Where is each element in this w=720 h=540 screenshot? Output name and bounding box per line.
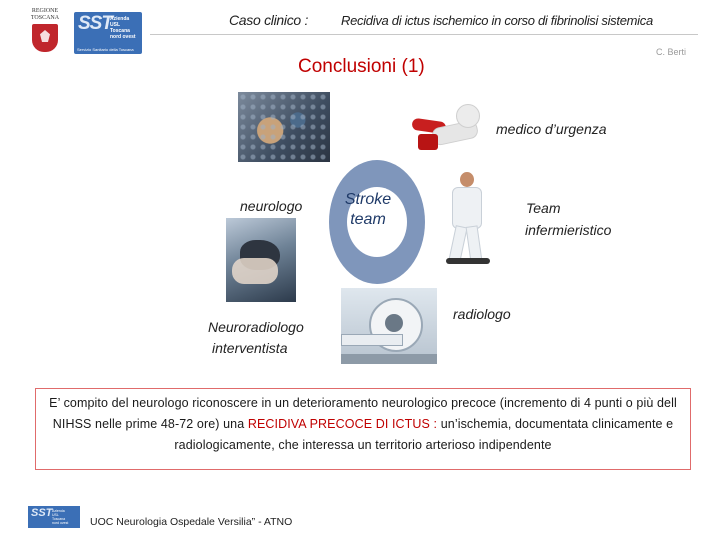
conclusion-highlight: RECIDIVA PRECOCE DI ICTUS :	[247, 417, 438, 431]
regione-toscana-logo	[28, 8, 62, 54]
nurse-skater-image	[434, 170, 502, 270]
footer-sst-logo: SST Azienda USL Toscana nord ovest	[28, 506, 80, 528]
sst-logo-text: SST	[78, 13, 112, 34]
role-neurologo: neurologo	[240, 198, 303, 214]
sst-logo-subtitle: Servizio Sanitario della Toscana	[77, 47, 134, 52]
conclusion-text-before: E’ compito del neurologo riconoscere in un deterioramento neurologico precoce (incremento di 4 punti o più dell NIHSS nelle prime 48-72 ore) una	[49, 396, 677, 431]
stroke-team-label-line1: Stroke	[344, 191, 392, 208]
conclusion-box	[35, 388, 691, 470]
sst-logo-lines: Azienda USL Toscana nord ovest	[110, 16, 136, 40]
regione-logo-text: REGIONE TOSCANA	[30, 8, 60, 21]
role-team-infermieristico: Team infermieristico	[525, 200, 612, 238]
slide-title: Conclusioni (1)	[298, 56, 425, 77]
emergency-doctor-image	[404, 98, 496, 160]
role-medico-urgenza: medico d’urgenza	[496, 121, 607, 137]
author-label: C. Berti	[656, 47, 687, 57]
header-prefix: Caso clinico :	[229, 12, 309, 28]
role-neuroradiologo: Neuroradiologo interventista	[208, 319, 304, 356]
header-divider	[150, 34, 698, 35]
header-title: Recidiva di ictus ischemico in corso di fibrinolisi sistemica	[341, 13, 653, 28]
role-radiologo: radiologo	[453, 306, 511, 322]
stroke-team-label	[337, 190, 399, 230]
brain-illustration-image	[238, 92, 330, 162]
regione-shield-icon	[32, 24, 58, 52]
hand-photo-image	[226, 218, 296, 302]
ct-scanner-image	[341, 288, 437, 364]
conclusion-text-after: un’ischemia, documentata clinicamente e radiologicamente, che interessa un territorio arterioso indipendente	[174, 417, 674, 452]
footer-text: UOC Neurologia Ospedale Versilia” - ATNO	[90, 516, 293, 528]
sst-logo	[74, 12, 142, 54]
stroke-team-label-line2: team	[350, 211, 386, 228]
